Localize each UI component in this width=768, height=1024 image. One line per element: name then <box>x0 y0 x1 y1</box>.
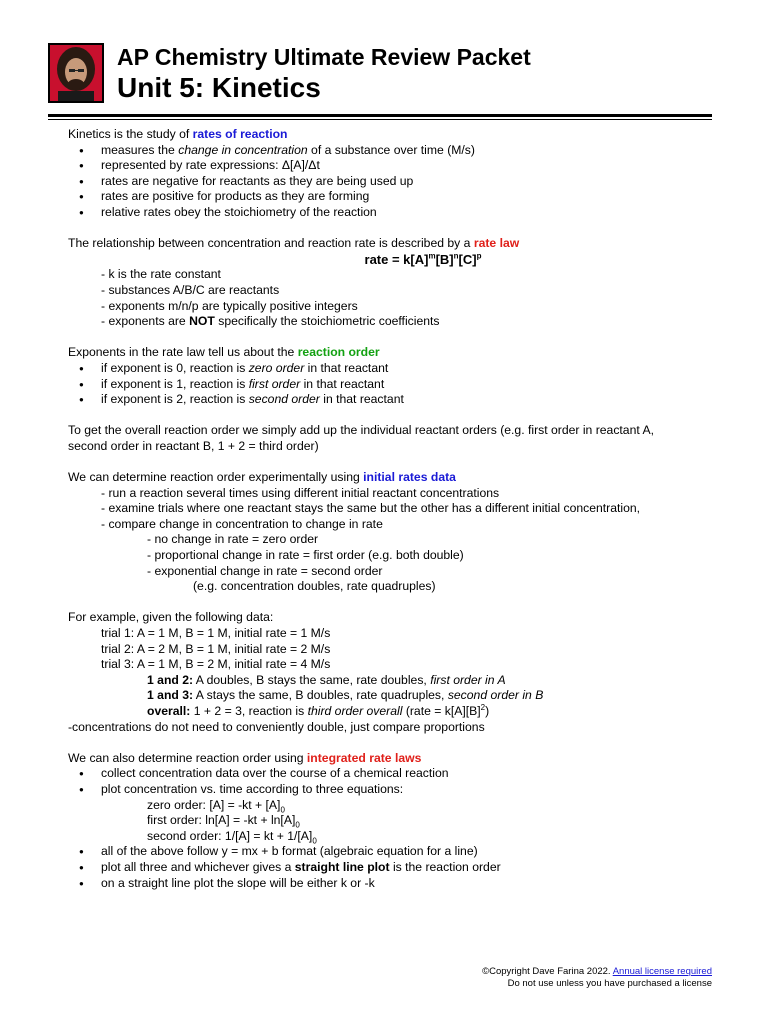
packet-title: AP Chemistry Ultimate Review Packet <box>117 44 531 70</box>
definition-line: - exponents m/n/p are typically positive integers <box>101 298 358 313</box>
list-item: ● rates are negative for reactants as they are being used up <box>68 174 718 190</box>
content <box>68 127 718 891</box>
list-item: ● relative rates obey the stoichiometry of the reaction <box>68 205 718 221</box>
method-substep: - proportional change in rate = first order (e.g. both double) <box>147 548 464 563</box>
header-rule-thin <box>48 119 712 120</box>
list-item: ● represented by rate expressions: Δ[A]/Δt <box>68 158 718 174</box>
unit-title: Unit 5: Kinetics <box>117 72 321 103</box>
integrated-intro: We can also determine reaction order using integrated rate laws <box>68 750 422 765</box>
author-avatar <box>48 43 104 103</box>
license-link[interactable]: Annual license required <box>612 966 712 977</box>
initial-rates-intro: We can determine reaction order experimentally using initial rates data <box>68 470 456 485</box>
comparison-line: overall: 1 + 2 = 3, reaction is third order overall (rate = $k[A][B]^2$) <box>147 702 490 718</box>
list-item: ● collect concentration data over the course of a chemical reaction <box>68 766 718 782</box>
kinetics-intro: Kinetics is the study of rates of reaction <box>68 127 288 141</box>
list-item: ● if exponent is 0, reaction is zero order in that reactant <box>68 361 718 377</box>
trial-line: trial 3: A = 1 M, B = 2 M, initial rate = 4 M/s <box>101 657 331 672</box>
list-item: ● rates are positive for products as they are forming <box>68 189 718 205</box>
method-step: - compare change in concentration to change in rate <box>101 516 383 531</box>
list-item: ● measures the change in concentration of a substance over time (M/s) <box>68 143 718 159</box>
comparison-line: 1 and 2: A doubles, B stays the same, rate doubles, first order in A <box>147 672 506 687</box>
example-note: -concentrations do not need to conveniently double, just compare proportions <box>68 719 485 734</box>
rate-law-intro: The relationship between concentration and reaction rate is described by a rate law <box>68 236 520 251</box>
method-substep: (e.g. concentration doubles, rate quadruples) <box>193 579 436 594</box>
list-item: ● if exponent is 1, reaction is first order in that reactant <box>68 377 718 393</box>
license-note: Do not use unless you have purchased a license <box>507 978 712 989</box>
trial-line: trial 2: A = 2 M, B = 1 M, initial rate = 2 M/s <box>101 641 331 656</box>
list-item: ● plot concentration vs. time according to three equations: <box>68 782 718 798</box>
integrated-equation: zero order: $[A] = -kt + [A]_0$ <box>147 797 285 814</box>
integrated-equation: first order: $\ln[A] = -kt + \ln[A]_0$ <box>147 813 300 830</box>
footer <box>482 966 712 990</box>
copyright-line: ©Copyright Dave Farina 2022. Annual license required <box>482 966 712 977</box>
list-item: ● all of the above follow y = mx + b format (algebraic equation for a line) <box>68 844 718 860</box>
header-rule <box>48 114 712 117</box>
integrated-equation: second order: 1/[A] = kt + $1/[A]_0$ <box>147 828 317 846</box>
overall-order-text: second order in reactant B, 1 + 2 = third order) <box>68 438 319 453</box>
list-item: ● on a straight line plot the slope will be either k or -k <box>68 876 718 892</box>
list-item: ● if exponent is 2, reaction is second order in that reactant <box>68 392 718 408</box>
definition-line: - exponents are NOT specifically the stoichiometric coefficients <box>101 314 440 329</box>
method-substep: - exponential change in rate = second order <box>147 563 383 578</box>
avatar-image <box>50 45 102 101</box>
comparison-line: 1 and 3: A stays the same, B doubles, rate quadruples, second order in B <box>147 688 544 703</box>
overall-order-text: To get the overall reaction order we simply add up the individual reactant orders (e.g. first order in reactant A, <box>68 423 654 438</box>
trial-line: trial 1: A = 1 M, B = 1 M, initial rate = 1 M/s <box>101 626 331 640</box>
list-item: ● plot all three and whichever gives a straight line plot is the reaction order <box>68 860 718 876</box>
method-step: - run a reaction several times using different initial reactant concentrations <box>101 485 500 500</box>
reaction-order-intro: Exponents in the rate law tell us about the reaction order <box>68 345 380 360</box>
definition-line: - substances A/B/C are reactants <box>101 282 280 297</box>
example-intro: For example, given the following data: <box>68 610 274 625</box>
definition-line: - k is the rate constant <box>101 267 221 282</box>
method-substep: - no change in rate = zero order <box>147 532 319 547</box>
method-step: - examine trials where one reactant stays the same but the other has a different initial concentration, <box>101 501 641 516</box>
rate-law-equation: rate = $k[A]^m[B]^n[C]^p$ <box>364 251 482 267</box>
